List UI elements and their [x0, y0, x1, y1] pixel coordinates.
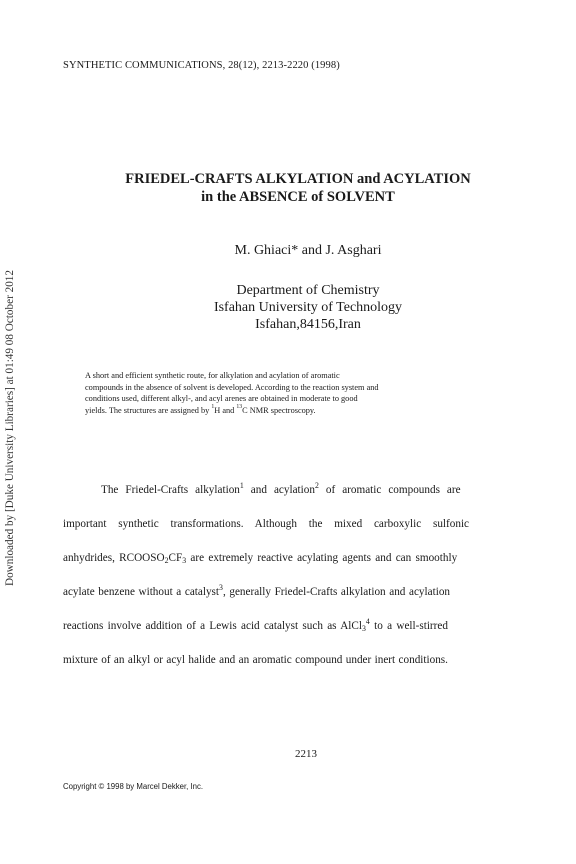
affiliation	[0, 282, 576, 333]
reference-marker: 4	[365, 617, 370, 626]
body-text-run: to a well-stirred	[369, 620, 448, 632]
journal-header: SYNTHETIC COMMUNICATIONS, 28(12), 2213-2220 (1998)	[63, 60, 340, 71]
reference-marker: 1	[239, 481, 244, 490]
article-title	[0, 170, 576, 206]
abstract-text: yields. The structures are assigned by	[85, 405, 212, 415]
page-number: 2213	[295, 748, 317, 760]
abstract-text: C NMR spectroscopy.	[242, 405, 316, 415]
title-line-2: in the ABSENCE of SOLVENT	[201, 189, 395, 205]
body-text-run: and acylation	[243, 484, 315, 496]
superscript: 13	[236, 403, 243, 410]
superscript: 1	[211, 403, 215, 410]
body-text-run: The Friedel-Crafts alkylation	[101, 484, 240, 496]
body-line-6: mixture of an alkyl or acyl halide and an aromatic compound under inert conditions.	[63, 654, 448, 666]
abstract-text: H and	[214, 405, 237, 415]
body-text-run: of aromatic compounds are	[318, 484, 461, 496]
body-text-run: are extremely reactive acylating agents and can smoothly	[186, 552, 458, 564]
abstract-line-4	[85, 405, 493, 417]
affiliation-address: Isfahan,84156,Iran	[255, 317, 361, 332]
subscript: 2	[164, 556, 169, 565]
abstract-line-3: conditions used, different alkyl-, and acyl arenes are obtained in moderate to good	[85, 394, 358, 404]
body-text-run: anhydrides, RCOOSO	[63, 552, 165, 564]
body-text-run: , generally Friedel-Crafts alkylation and acylation	[222, 586, 451, 598]
reference-marker: 2	[314, 481, 319, 490]
reference-marker: 3	[219, 583, 223, 592]
author-names: M. Ghiaci* and J. Asghari	[234, 243, 382, 258]
affiliation-dept: Department of Chemistry	[236, 283, 380, 298]
abstract-line-1: A short and efficient synthetic route, for alkylation and acylation of aromatic	[85, 371, 340, 380]
body-line-3	[63, 552, 457, 564]
body-line-4	[63, 583, 451, 598]
affiliation-university: Isfahan University of Technology	[213, 300, 403, 315]
title-line-1: FRIEDEL-CRAFTS ALKYLATION and ACYLATION	[125, 171, 471, 187]
abstract	[85, 370, 493, 416]
subscript: 3	[182, 556, 187, 565]
download-notice: Downloaded by [Duke University Libraries] at 01:49 08 October 2012	[4, 270, 16, 586]
copyright-notice: Copyright © 1998 by Marcel Dekker, Inc.	[63, 782, 204, 791]
body-text-run: acylate benzene without a catalyst	[63, 586, 220, 598]
abstract-line-2: compounds in the absence of solvent is developed. According to the reaction system and	[85, 382, 379, 392]
body-text-run: CF	[168, 552, 183, 564]
authors	[0, 243, 576, 259]
subscript: 3	[361, 624, 366, 633]
body-line-2: important synthetic transformations. Although the mixed carboxylic sulfonic	[63, 518, 470, 530]
body-line-1	[101, 481, 461, 496]
body-text-run: reactions involve addition of a Lewis acid catalyst such as AlCl	[63, 620, 362, 632]
body-line-5	[63, 617, 448, 633]
